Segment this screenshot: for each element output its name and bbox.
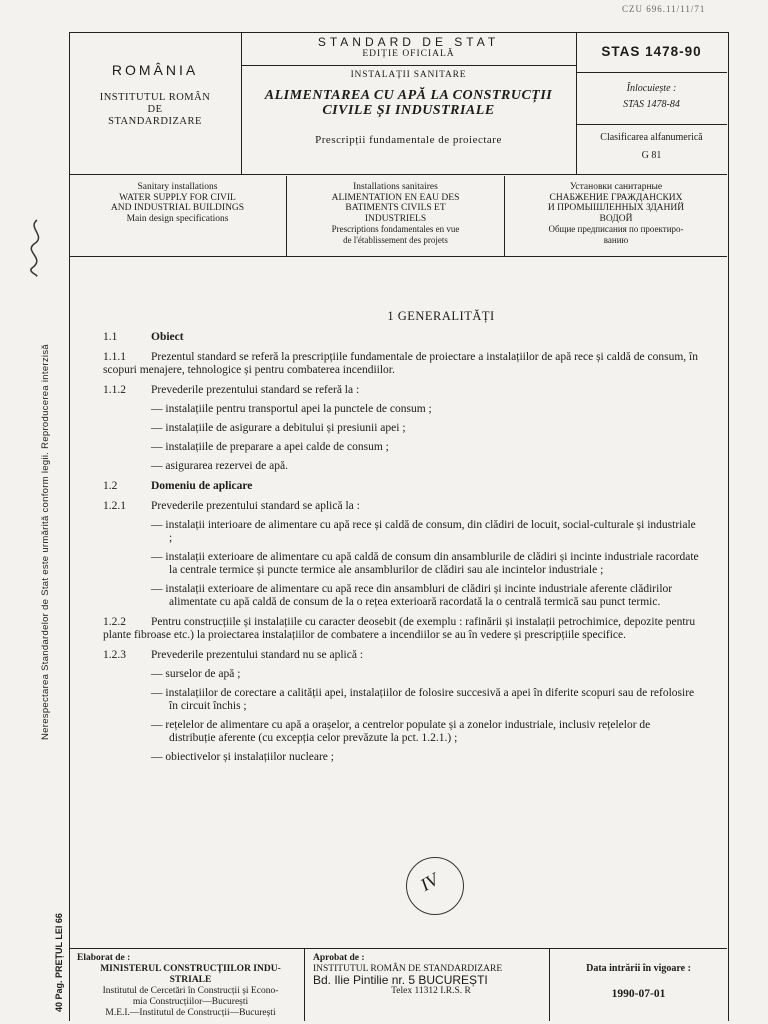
document-title <box>241 88 576 118</box>
prepared-line: Institutul de Cercetări în Construcții și Econo- <box>102 986 279 996</box>
translation-fr <box>287 176 505 256</box>
title-line: CIVILE ȘI INDUSTRIALE <box>322 103 495 118</box>
clause-number: 1.2.3 <box>103 649 126 661</box>
translation-line: ВОДОЙ <box>599 213 633 224</box>
header-center <box>241 32 577 174</box>
clause-1-1-2 <box>103 384 699 397</box>
list-item: — instalațiilor de corectare a calității apei, instalațiilor de folosire succesivă a apei în diferite scopuri sau de refolosire în circuit închis ; <box>151 687 695 712</box>
standard-label: STANDARD DE STAT <box>317 35 500 49</box>
list-item: — surselor de apă ; <box>151 668 241 680</box>
replaces-label: Înlocuiește : <box>626 83 677 94</box>
clause-heading: Obiect <box>151 331 184 343</box>
approved-label: Aprobat de : <box>313 953 365 963</box>
translation-line: СНАБЖЕНИЕ ГРАЖДАНСКИХ <box>549 192 683 203</box>
classification-value: G 81 <box>641 150 662 161</box>
footer-effective <box>550 949 727 1021</box>
translation-line: Prescriptions fondamentales en vue <box>331 224 460 234</box>
list-item: — instalații exterioare de alimentare cu apă caldă de consum din ansamblurile de clădiri și incinte industriale racordate la centrale termice și puncte termice ale ansamblurilor de clădiri sau ale incintelor industriale ; <box>151 551 699 576</box>
clause-text: Prevederile prezentului standard nu se aplică : <box>151 649 364 661</box>
translation-en <box>69 176 287 256</box>
section-title: 1 GENERALITĂȚI <box>387 309 495 323</box>
list-item: — instalațiile de preparare a apei calde de consum ; <box>151 441 389 453</box>
clause-text: Pentru construcțiile și instalațiile cu caracter deosebit (de exemplu : rafinării și instalații petrochimice, depozite pentru plante fibroase etc.) la proiectarea instalațiilor de combatere a incendiilor se au în vedere și prescripțiile specifice. <box>103 616 696 641</box>
approved-line: INSTITUTUL ROMÂN DE STANDARDIZARE <box>313 964 503 974</box>
list-item: — instalații exterioare de alimentare cu apă rece din ansambluri de clădiri și incinte industriale aferente clădirilor alimentate cu apă caldă de consum de la o rețea exterioară racordată la o centrală termică sau punct termic. <box>151 583 673 608</box>
clause-number: 1.2.2 <box>103 616 126 628</box>
prepared-line: M.E.I.—Institutul de Construcții—București <box>105 1008 276 1018</box>
translation-line: AND INDUSTRIAL BUILDINGS <box>110 203 245 213</box>
footer-block <box>69 948 727 1021</box>
classification <box>576 125 727 165</box>
institute <box>69 92 241 128</box>
translation-line: WATER SUPPLY FOR CIVIL <box>119 192 236 203</box>
classification-label: Clasificarea alfanumerică <box>600 132 703 143</box>
subsection-1-2 <box>103 480 699 493</box>
clause-number: 1.1.1 <box>103 351 126 363</box>
stas-number: STAS 1478-90 <box>576 32 727 73</box>
prepared-line: MINISTERUL CONSTRUCȚIILOR INDU- <box>100 964 281 974</box>
institute-line: INSTITUTUL ROMÂN <box>99 92 211 103</box>
clause-1-2-2 <box>103 616 699 642</box>
clause-1-2-3 <box>103 649 699 662</box>
document-subtitle: Prescripții fundamentale de proiectare <box>315 134 502 146</box>
replaces <box>576 73 727 125</box>
list-item: — instalațiile pentru transportul apei la punctele de consum ; <box>151 403 432 415</box>
category: INSTALAȚII SANITARE <box>350 70 467 80</box>
clause-number: 1.2.1 <box>103 500 126 512</box>
clause-text: Prevederile prezentului standard se aplică la : <box>151 500 360 512</box>
list-item: — obiectivelor și instalațiilor nucleare ; <box>151 751 334 763</box>
stamp-seal <box>406 857 464 915</box>
translation-line: ванию <box>603 234 629 245</box>
footer-approved <box>305 949 550 1021</box>
clause-number: 1.1.2 <box>103 384 126 396</box>
translation-line: И ПРОМЫШЛЕННЫХ ЗДАНИЙ <box>547 203 685 213</box>
translation-line: Main design specifications <box>126 213 229 224</box>
clause-text: Prezentul standard se referă la prescripțiile fundamentale de proiectare a instalațiilor de apă rece și caldă de consum, în scopuri menajere, tehnologice și pentru combaterea incendiilor. <box>103 351 698 376</box>
subsection-1-1 <box>103 331 699 344</box>
translations-row <box>69 176 727 257</box>
clause-number: 1.1 <box>103 331 118 343</box>
list-item: — asigurarea rezervei de apă. <box>151 460 288 472</box>
document-body <box>103 310 699 764</box>
translation-ru <box>505 176 727 256</box>
title-line: ALIMENTAREA CU APĂ LA CONSTRUCȚII <box>264 88 553 103</box>
replaces-value: STAS 1478-84 <box>623 99 680 110</box>
list-item: — instalațiile de asigurare a debitului și presiunii apei ; <box>151 422 406 434</box>
edition: EDIȚIE OFICIALĂ <box>362 49 455 59</box>
list-item: — rețelelor de alimentare cu apă a orașelor, a centrelor populate și a zonelor industriale, inclusiv rețelelor de distribuție aferente (cu excepția celor prevăzute la pct. 1.2.1.) ; <box>151 719 651 744</box>
translation-line: Общие предписания по проектиро- <box>548 224 684 234</box>
side-price: 40 Pag. PREȚUL LEI 66 <box>54 913 64 1012</box>
margin-scribble-icon <box>22 218 52 278</box>
prepared-label: Elaborat de : <box>77 953 131 963</box>
prepared-line: STRIALE <box>169 975 212 985</box>
translation-line: ALIMENTATION EN EAU DES <box>331 192 460 203</box>
list-item: — instalații interioare de alimentare cu apă rece și caldă de consum, din clădiri de locuit, social-culturale și industriale ; <box>151 519 696 544</box>
translation-line: Installations sanitaires <box>353 182 438 192</box>
clause-1-2-1 <box>103 500 699 513</box>
translation-line: BATIMENTS CIVILS ET <box>345 203 446 213</box>
approved-address: Bd. Ilie Pintilie nr. 5 BUCUREȘTI <box>313 973 488 987</box>
translation-line: INDUSTRIELS <box>364 213 427 224</box>
header-block <box>69 32 727 175</box>
effective-label: Data intrării în vigoare : <box>586 963 691 974</box>
clause-text: Prevederile prezentului standard se referă la : <box>151 384 360 396</box>
stamp-text: IV <box>416 869 442 895</box>
translation-line: Sanitary installations <box>137 182 218 192</box>
country: ROMÂNIA <box>111 62 199 78</box>
clause-heading: Domeniu de aplicare <box>151 480 253 492</box>
header-right <box>576 32 727 174</box>
translation-line: de l'établissement des projets <box>343 234 448 245</box>
approved-telex: Telex 11312 I.R.S. R <box>391 986 471 996</box>
clause-number: 1.2 <box>103 480 118 492</box>
side-notice: Nerespectarea Standardelor de Stat este urmărită conform legii. Reproducerea interzisă <box>40 344 51 740</box>
effective-date: 1990-07-01 <box>611 988 666 1000</box>
top-code: CZU 696.11/11/71 <box>622 4 706 14</box>
institute-line: STANDARDIZARE <box>108 116 202 127</box>
prepared-line: mia Construcțiilor—București <box>132 997 249 1007</box>
header-left <box>69 32 242 174</box>
divider <box>241 65 576 66</box>
institute-line: DE <box>147 104 163 115</box>
clause-1-1-1 <box>103 351 699 377</box>
translation-line: Установки санитарные <box>569 182 663 192</box>
footer-prepared <box>69 949 305 1021</box>
